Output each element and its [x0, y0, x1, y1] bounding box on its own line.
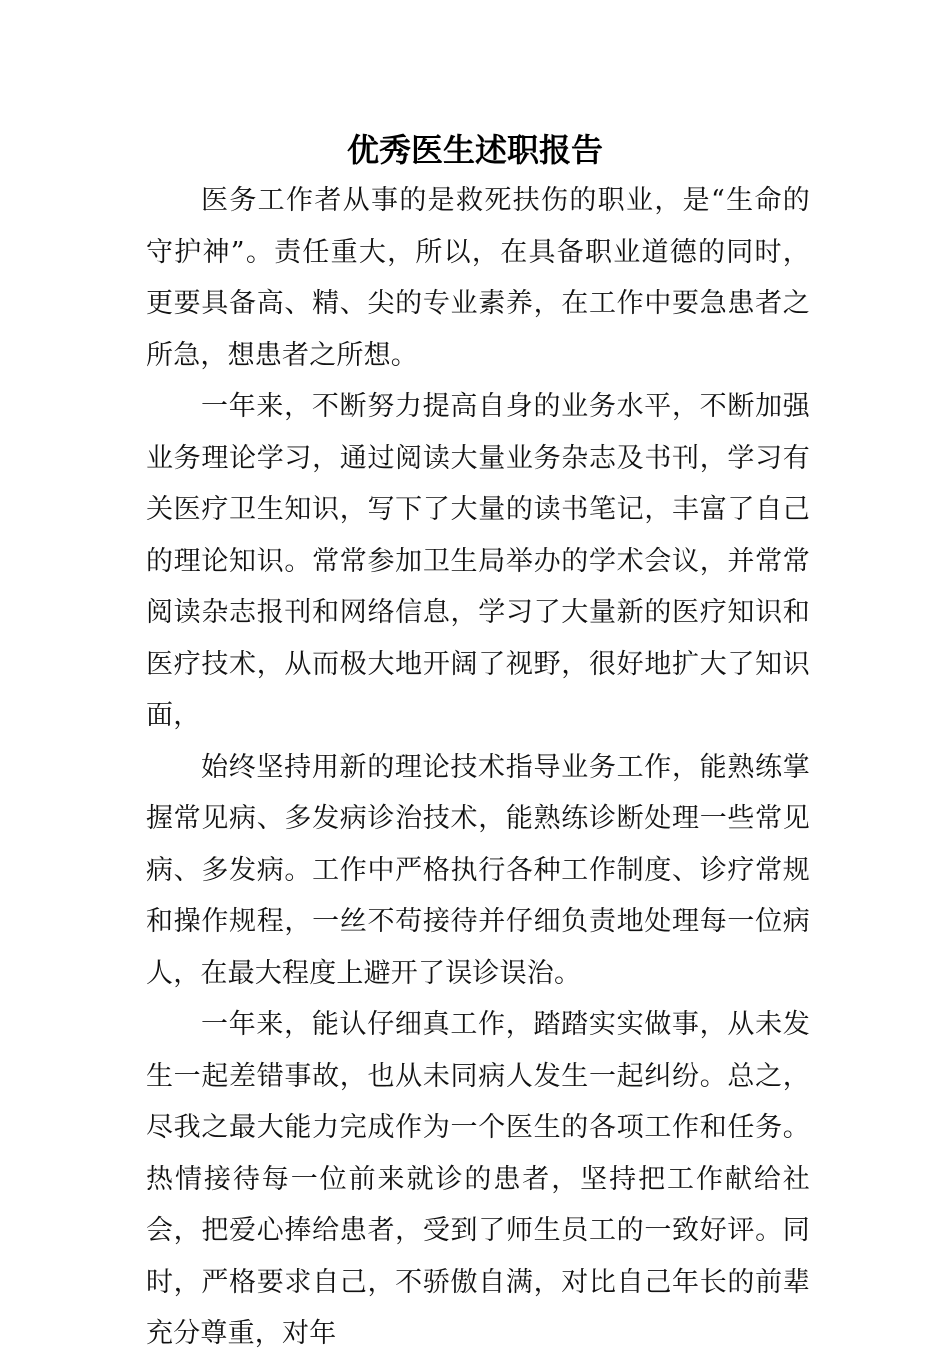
paragraph: 一年来，不断努力提高自身的业务水平，不断加强业务理论学习，通过阅读大量业务杂志及书刊，学习有关医疗卫生知识，写下了大量的读书笔记，丰富了自己的理论知识。常常参加卫生局举办的学术会议，并常常阅读杂志报刊和网络信息，学习了大量新的医疗知识和医疗技术，从而极大地开阔了视野，很好地扩大了知识面，: [146, 391, 810, 731]
paragraph: 始终坚持用新的理论技术指导业务工作，能熟练掌握常见病、多发病诊治技术，能熟练诊断处理一些常见病、多发病。工作中严格执行各种工作制度、诊疗常规和操作规程，一丝不苟接待并仔细负责地处理每一位病人，在最大程度上避开了误诊误治。: [146, 751, 810, 989]
paragraph: 一年来，能认仔细真工作，踏踏实实做事，从未发生一起差错事故，也从未同病人发生一起纠纷。总之，尽我之最大能力完成作为一个医生的各项工作和任务。热情接待每一位前来就诊的患者，坚持把工作献给社会，把爱心捧给患者，受到了师生员工的一致好评。同时，严格要求自己，不骄傲自满，对比自己年长的前辈充分尊重，对年: [146, 1009, 810, 1349]
document-title: 优秀医生述职报告: [346, 131, 603, 169]
paragraph: 医务工作者从事的是救死扶伤的职业，是“生命的守护神”。责任重大，所以，在具备职业道德的同时，更要具备高、精、尖的专业素养，在工作中要急患者之所急，想患者之所想。: [146, 185, 810, 371]
document-body: [146, 175, 810, 1360]
